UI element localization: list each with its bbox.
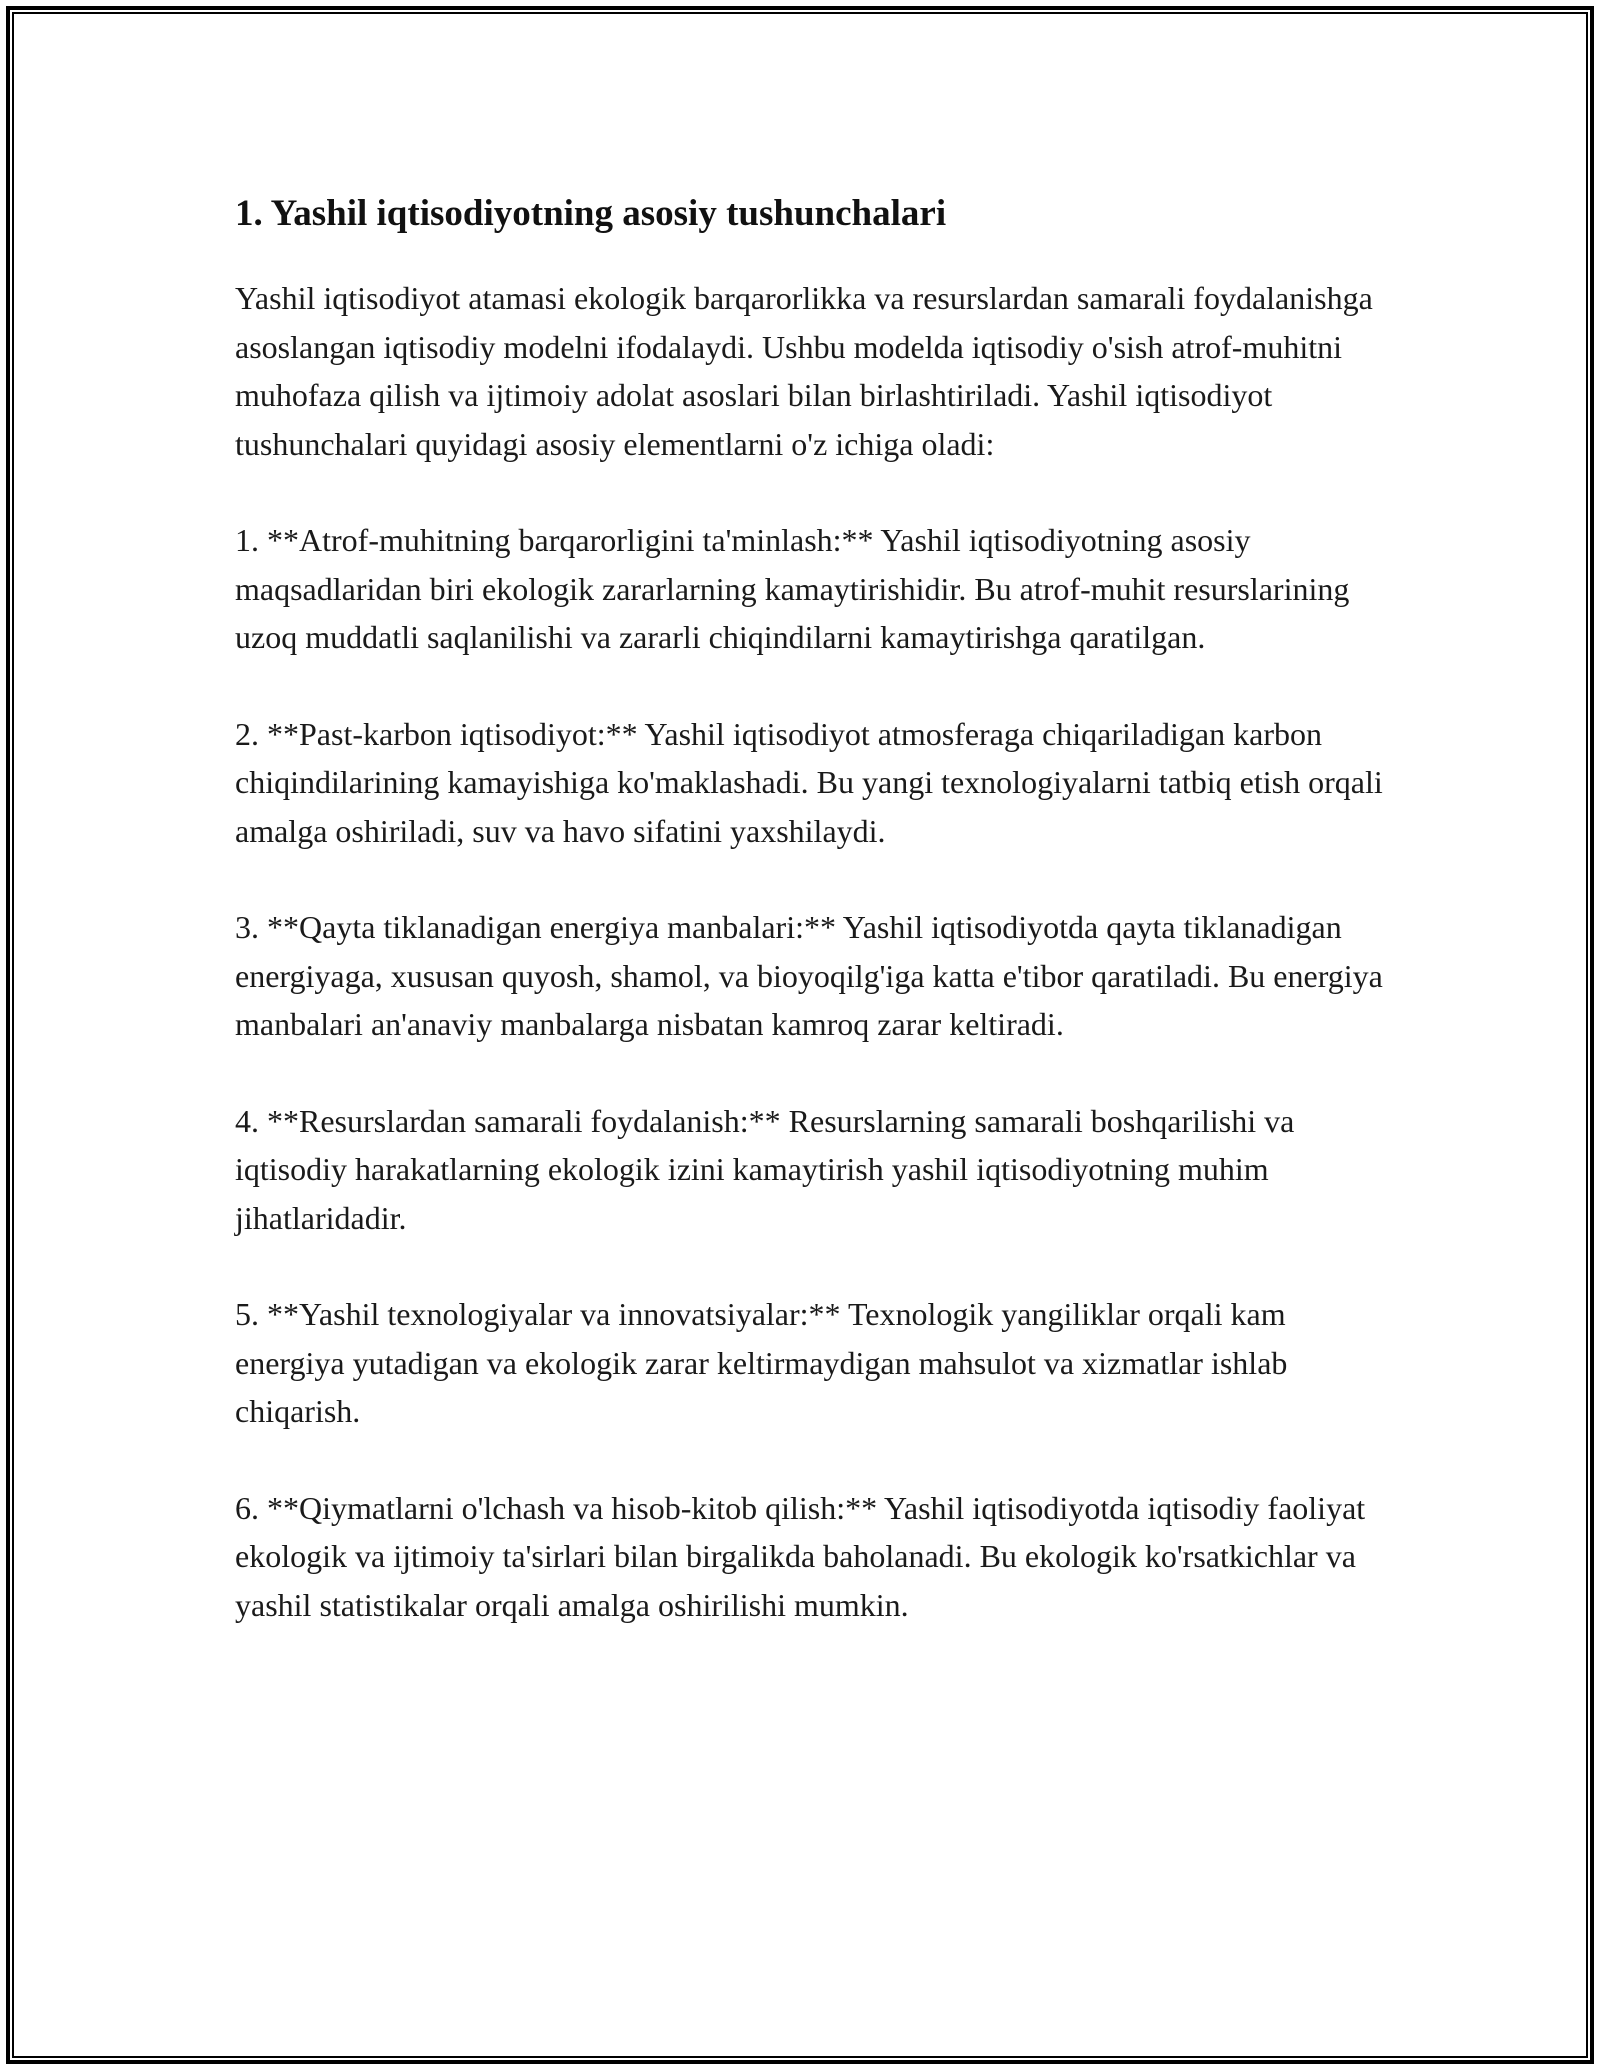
list-item: 3. **Qayta tiklanadigan energiya manbalari:** Yashil iqtisodiyotda qayta tiklanadigan energiyaga, xususan quyosh, shamol, va bioyoqilg'iga katta e'tibor qaratiladi. Bu energiya manbalari an'anaviy manbalarga nisbatan kamroq zarar keltiradi. (235, 909, 1383, 1042)
list-item: 5. **Yashil texnologiyalar va innovatsiyalar:** Texnologik yangiliklar orqali kam energiya yutadigan va ekologik zarar keltirmaydigan mahsulot va xizmatlar ishlab chiqarish. (235, 1296, 1288, 1429)
list-item: 2. **Past-karbon iqtisodiyot:** Yashil iqtisodiyot atmosferaga chiqariladigan karbon chiqindilarining kamayishiga ko'maklashadi. Bu yangi texnologiyalarni tatbiq etish orqali amalga oshiriladi, suv va havo sifatini yaxshilaydi. (235, 715, 1383, 849)
list-item: 6. **Qiymatlarni o'lchash va hisob-kitob qilish:** Yashil iqtisodiyotda iqtisodiy faoliyat ekologik va ijtimoiy ta'sirlari bilan birgalikda baholanadi. Bu ekologik ko'rsatkichlar va yashil statistikalar orqali amalga oshirilishi mumkin. (235, 1489, 1366, 1623)
list-item: 1. **Atrof-muhitning barqarorligini ta'minlash:** Yashil iqtisodiyotning asosiy maqsadlaridan biri ekologik zararlarning kamaytirishidir. Bu atrof-muhit resurslarining uzoq muddatli saqlanilishi va zararli chiqindilarni kamaytirishga qaratilgan. (235, 522, 1350, 655)
section-title: 1. Yashil iqtisodiyotning asosiy tushunchalari (235, 193, 947, 234)
document-body (235, 184, 1395, 1677)
intro-paragraph: Yashil iqtisodiyot atamasi ekologik barqarorlikka va resurslardan samarali foydalanishga asoslangan iqtisodiy modelni ifodalaydi. Ushbu modelda iqtisodiy o'sish atrof-muhitni muhofaza qilish va ijtimoiy adolat asoslari bilan birlashtiriladi. Yashil iqtisodiyot tushunchalari quyidagi asosiy elementlarni o'z ichiga oladi: (235, 280, 1373, 462)
list-item: 4. **Resurslardan samarali foydalanish:** Resurslarning samarali boshqarilishi va iqtisodiy harakatlarning ekologik izini kamaytirish yashil iqtisodiyotning muhim jihatlaridadir. (235, 1102, 1295, 1236)
